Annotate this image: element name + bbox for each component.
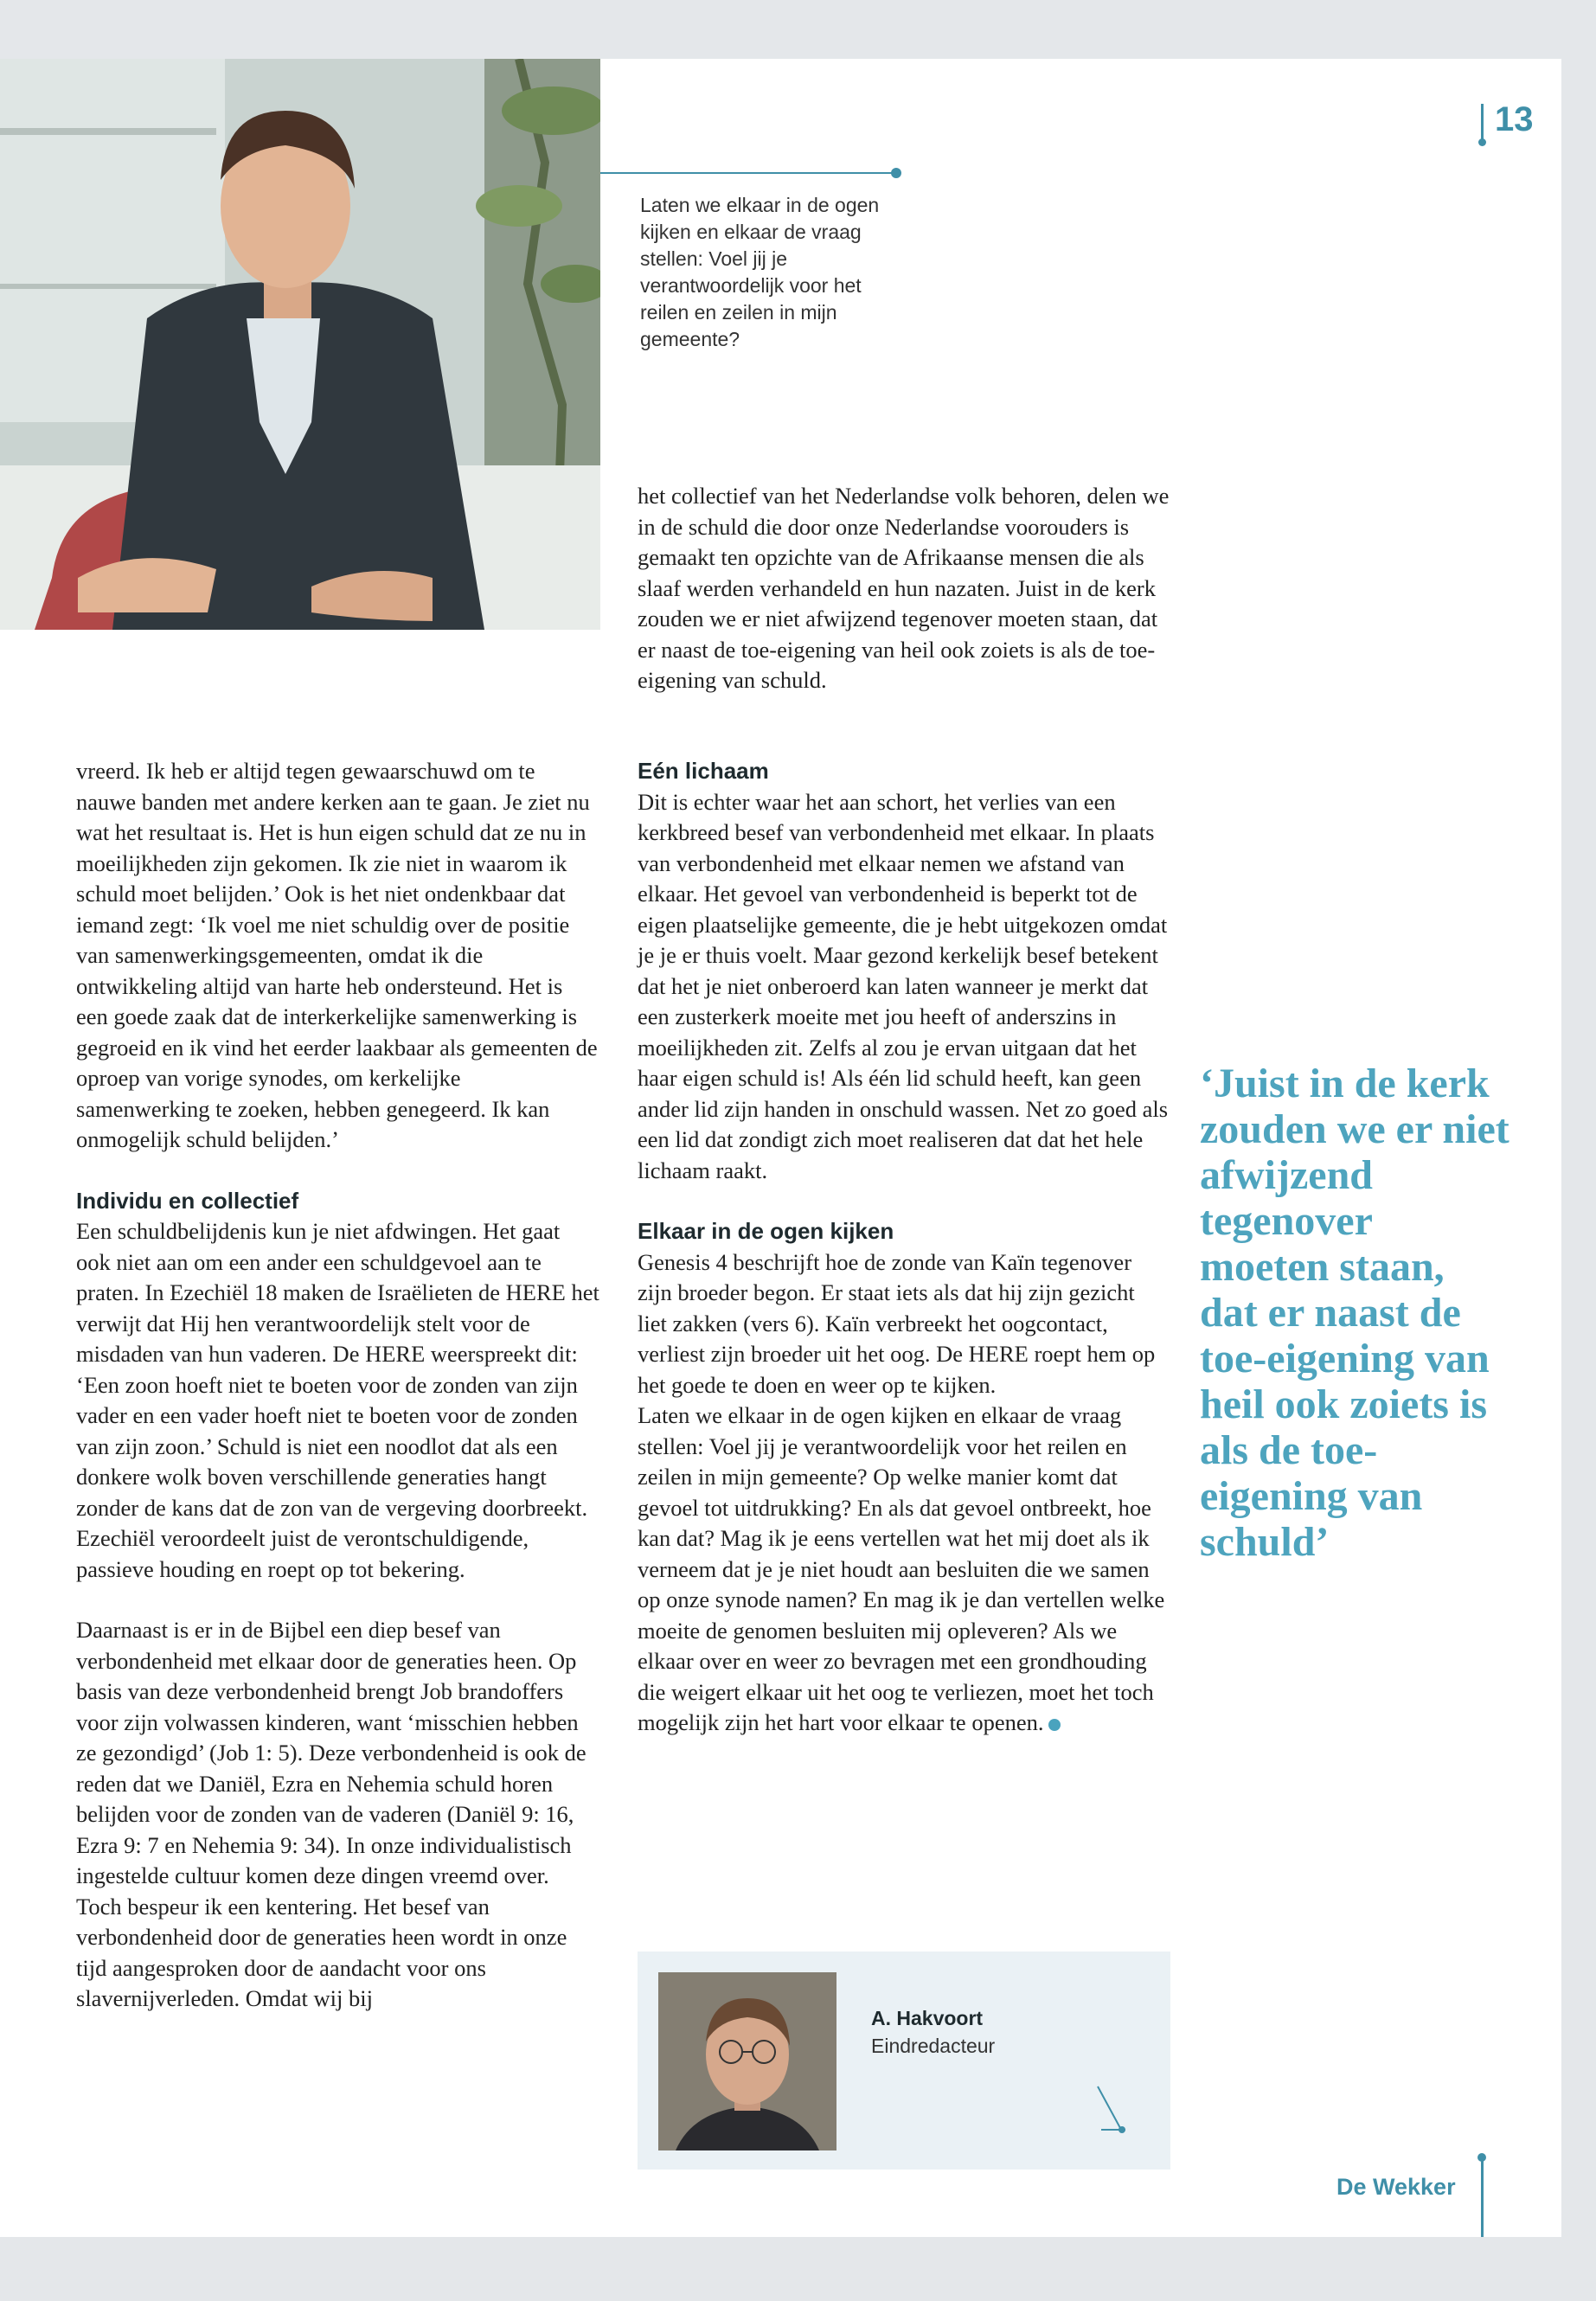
left-column [76,756,599,2015]
caption-rule [600,172,896,174]
middle-column-top [638,481,1170,696]
publication-name: De Wekker [1336,2174,1456,2200]
page-number: 13 [1495,100,1534,138]
author-box [638,1952,1170,2170]
section-heading: Elkaar in de ogen kijken [638,1218,894,1244]
middle-column [638,756,1170,1739]
end-mark-dot [1048,1719,1061,1731]
magazine-page [0,59,1561,2237]
caption-rule-dot [891,168,901,178]
arrow-icon [1094,2083,1129,2135]
paragraph: Daarnaast is er in de Bijbel een diep besef van verbondenheid met elkaar door de generaties heen. Op basis van deze verbondenheid brengt Job brandoffers voor zijn volwassen kinderen, want ‘misschien hebben ze gezondigd’ (Job 1: 5). Deze verbondenheid is ook de reden dat we Daniël, Ezra en Nehemia schuld horen belijden voor de zonden van de vaderen (Daniël 9: 16, Ezra 9: 7 en Nehemia 9: 34). In onze individualistisch ingestelde cultuur komen deze dingen vreemd over. Toch bespeur ik een kentering. Het besef van verbondenheid door de generaties heen wordt in onze tijd aangesproken door de aandacht voor ons slavernijverleden. Omdat wij bij [76,1617,586,2011]
paragraph: het collectief van het Nederlandse volk behoren, delen we in de schuld die door onze Nederlandse voorouders is gemaakt ten opzichte van de Afrikaanse mensen die als slaaf werden verhandeld en hun nazaten. Juist in de kerk zouden we er niet afwijzend tegenover moeten staan, dat er naast de toe-eigening van heil ook zoiets is als de toe-eigening van schuld. [638,483,1170,693]
section-heading: Individu en collectief [76,1187,299,1214]
pull-quote: ‘Juist in de kerk zouden we er niet afwijzend tegenover moeten staan, dat er naast de toe-eigening van heil ook zoiets is als de toe-eigening van schuld’ [1200,1061,1509,1565]
author-photo-large [0,59,600,630]
paragraph: Genesis 4 beschrijft hoe de zonde van Kaïn tegenover zijn broeder begon. Er staat iets als dat hij zijn gezicht liet zakken (vers 6). Kaïn verbreekt het oogcontact, verliest zijn broeder uit het oog. De HERE roept hem op het goede te doen en weer op te kijken. [638,1248,1156,1398]
footer-rule [1481,2157,1484,2237]
paragraph: Een schuldbelijdenis kun je niet afdwingen. Het gaat ook niet aan om een ander een schuldgevoel aan te praten. In Ezechiël 18 maken de Israëlieten de HERE het verwijt dat Hij hen verantwoordelijk stelt voor de misdaden van hun vaderen. De HERE weerspreekt dit: ‘Een zoon hoeft niet te boeten voor de zonden van zijn vader en een vader hoeft niet te boeten voor de zonden van zijn zoon.’ Schuld is niet een noodlot dat als een donkere wolk boven verschillende generaties hangt zonder de kans dat de zon van de vergeving doorbreekt. Ezechiël veroordeelt juist de verontschuldigende, passieve houding en roept op tot bekering. [76,1218,599,1582]
paragraph-text: Laten we elkaar in de ogen kijken en elkaar de vraag stellen: Voel jij je verantwoordelijk voor het reilen en zeilen in mijn gemeente? Op welke manier komt dat gevoel tot uitdrukking? En als dat gevoel ontbreekt, hoe kan dat? Mag ik je eens vertellen wat het mij doet als ik verneem dat je je niet houdt aan besluiten die we samen op onze synode namen? En mag ik je dan vertellen welke moeite de genomen besluiten mij opleveren? Als we elkaar over en weer zo bevragen met een grondhouding die weigert elkaar uit het oog te verliezen, moet het toch mogelijk zijn het hart voor elkaar te openen. [638,1402,1165,1735]
page-number-dot [1478,138,1486,146]
author-name: A. Hakvoort [871,2007,984,2029]
author-portrait [658,1972,836,2150]
section-heading: Eén lichaam [638,758,769,784]
paragraph: vreerd. Ik heb er altijd tegen gewaarschuwd om te nauwe banden met andere kerken aan te gaan. Je ziet nu wat het resultaat is. Het is hun eigen schuld dat ze nu in moeilijkheden zijn gekomen. Ik zie niet in waarom ik schuld moet belijden.’ Ook is het niet ondenkbaar dat iemand zegt: ‘Ik voel me niet schuldig over de positie van samenwerkingsgemeenten, omdat ik die ontwikkeling altijd van harte heb ondersteund. Het is een goede zaak dat de interkerkelijke samenwerking is gegroeid en ik vind het eerder laakbaar als gemeenten de oproep van vorige synodes, om kerkelijke samenwerking te zoeken, hebben genegeerd. Ik kan onmogelijk schuld belijden.’ [76,758,598,1152]
paragraph: Dit is echter waar het aan schort, het verlies van een kerkbreed besef van verbondenheid met elkaar. In plaats van verbondenheid met elkaar nemen we afstand van elkaar. Het gevoel van verbondenheid is beperkt tot de eigen plaatselijke gemeente, die je hebt uitgekozen omdat je je er thuis voelt. Maar gezond kerkelijk besef betekent dat het je niet onberoerd kan laten wanneer je merkt dat een zusterkerk moeite met jou heeft of anderszins in moeilijkheden zit. Zelfs al zou je ervan uitgaan dat het haar eigen schuld is! Als één lid schuld heeft, kan geen ander lid zijn handen in onschuld wassen. Net zo goed als een lid dat zondigt zich moet realiseren dat dat het hele lichaam raakt. [638,788,1169,1183]
paragraph-final [638,1400,1170,1739]
author-role: Eindredacteur [871,2035,996,2057]
photo-caption: Laten we elkaar in de ogen kijken en elkaar de vraag stellen: Voel jij je verantwoordelijk voor het reilen en zeilen in mijn gemeente? [640,194,880,350]
